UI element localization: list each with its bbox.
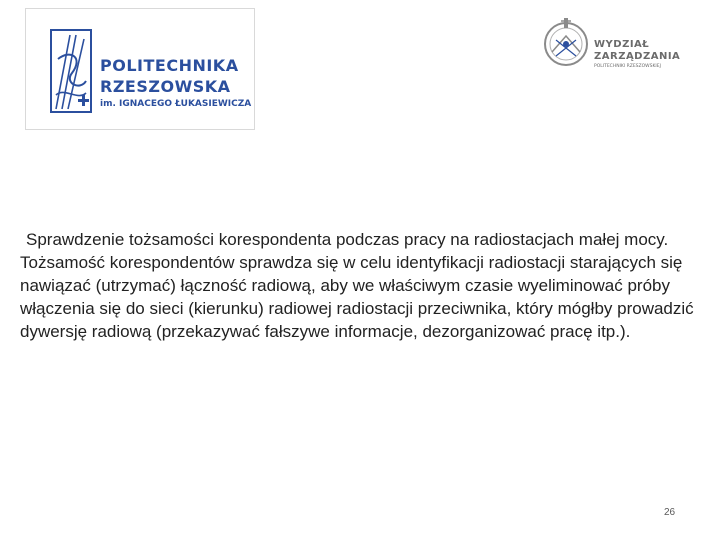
logo-text-patron: im. IGNACEGO ŁUKASIEWICZA xyxy=(100,99,252,109)
page-number: 26 xyxy=(664,507,676,518)
logo-text-politechnika: POLITECHNIKA xyxy=(100,56,239,75)
faculty-seal-icon xyxy=(542,14,590,70)
logo-text-politechniki: POLITECHNIKI RZESZOWSKIEJ xyxy=(594,64,661,69)
logo-text-wydzial: WYDZIAŁ xyxy=(594,39,650,50)
main-paragraph: Sprawdzenie tożsamości korespondenta podczas pracy na radiostacjach małej mocy. Tożsamość korespondentów sprawdza się w celu identyfikacji radiostacji starających się nawiązać (utrzymać) łączność radiową, aby we właściwym czasie wyeliminować próby włączenia się do sieci (kierunku) radiowej radiostacji przeciwnika, który mógłby prowadzić dywersję radiową (przekazywać fałszywe informacje, dezorganizować pracę itp.). xyxy=(20,230,694,341)
wydzial-zarzadzania-logo xyxy=(542,14,682,74)
logo-text-zarzadzania: ZARZĄDZANIA xyxy=(594,51,681,62)
logo-text-rzeszowska: RZESZOWSKA xyxy=(100,77,231,96)
politechnika-rzeszowska-logo xyxy=(25,8,255,130)
university-emblem-icon xyxy=(50,29,92,113)
